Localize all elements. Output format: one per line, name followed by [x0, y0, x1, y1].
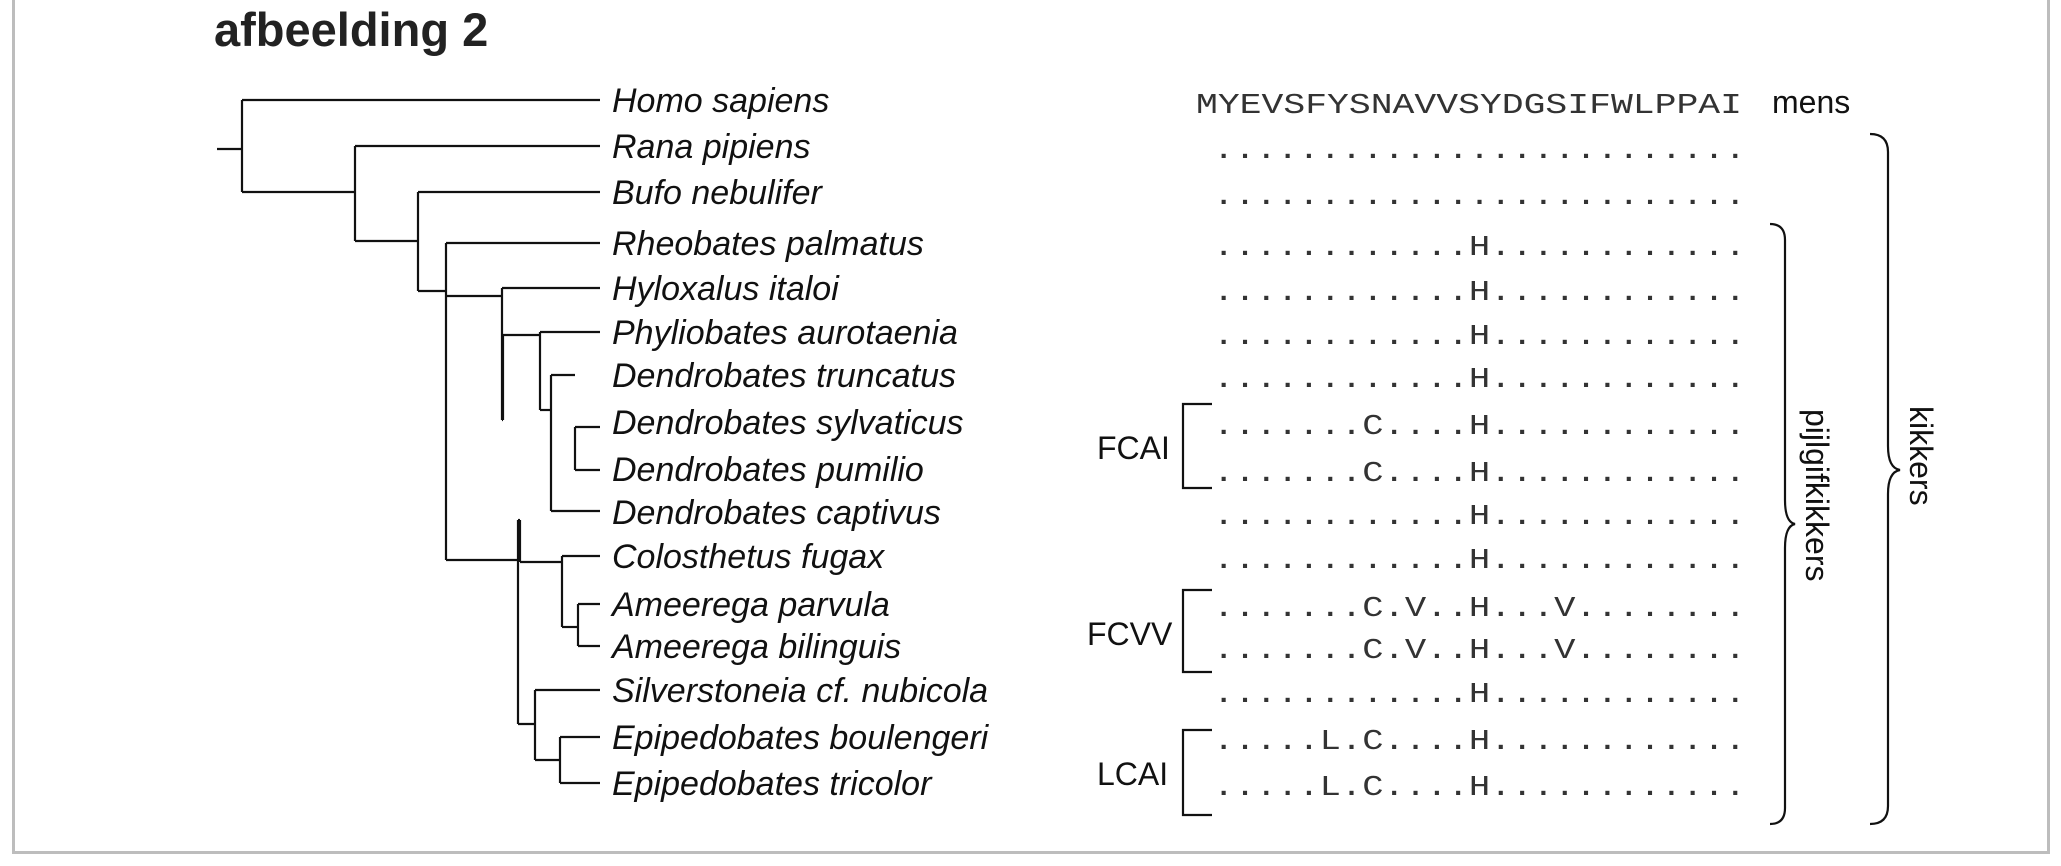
taxon-label: Phyliobates aurotaenia — [612, 314, 958, 352]
taxon-label: Dendrobates pumilio — [612, 451, 924, 489]
alignment-row: .....L.C....H............ — [1213, 771, 1746, 804]
alignment-row: ............H............ — [1213, 678, 1746, 711]
brace-poison-frogs — [1770, 224, 1795, 824]
alignment-row: .......C....H............ — [1213, 410, 1746, 443]
taxon-label: Rana pipiens — [612, 128, 811, 166]
figure-title: afbeelding 2 — [214, 3, 489, 56]
group-label-fcai: FCAI — [1097, 430, 1170, 466]
taxon-label: Homo sapiens — [612, 82, 830, 120]
poison-frogs-label: pijlgifkikkers — [1799, 409, 1835, 582]
alignment-row: ......................... — [1213, 180, 1746, 213]
group-label-fcvv: FCVV — [1087, 616, 1173, 652]
reference-label: mens — [1772, 84, 1851, 120]
taxon-label: Rheobates palmatus — [612, 225, 924, 263]
alignment-row: .....L.C....H............ — [1213, 725, 1746, 758]
group-label-lcai: LCAI — [1097, 756, 1169, 792]
alignment-row: ............H............ — [1213, 500, 1746, 533]
alignment-row: .......C....H............ — [1213, 457, 1746, 490]
alignment-row: ......................... — [1213, 134, 1746, 167]
taxon-label: Epipedobates boulengeri — [612, 719, 989, 757]
taxon-label: Ameerega bilinguis — [612, 628, 902, 666]
taxon-label: Colosthetus fugax — [612, 538, 885, 576]
alignment-row: ............H............ — [1213, 363, 1746, 396]
alignment-row: ............H............ — [1213, 544, 1746, 577]
taxon-label: Silverstoneia cf. nubicola — [612, 672, 989, 710]
taxon-label: Dendrobates truncatus — [612, 357, 956, 395]
taxon-labels — [610, 82, 990, 803]
group-brackets — [1087, 404, 1212, 815]
taxon-label: Ameerega parvula — [612, 586, 890, 624]
alignment-rows — [1213, 134, 1746, 804]
alignment-row: ............H............ — [1213, 276, 1746, 309]
alignment-row: ............H............ — [1213, 231, 1746, 264]
taxon-label: Dendrobates captivus — [612, 494, 941, 532]
bracket-fcvv — [1183, 590, 1212, 672]
brace-frogs — [1870, 134, 1900, 824]
taxon-label: Hyloxalus italoi — [612, 270, 839, 308]
alignment-row: .......C.V..H...V........ — [1213, 634, 1746, 667]
phylogenetic-tree — [217, 100, 600, 783]
taxon-label: Dendrobates sylvaticus — [612, 404, 964, 442]
alignment-row: ............H............ — [1213, 320, 1746, 353]
taxon-label: Bufo nebulifer — [612, 174, 822, 212]
frogs-label: kikkers — [1903, 406, 1939, 506]
alignment-row: .......C.V..H...V........ — [1213, 592, 1746, 625]
bracket-lcai — [1183, 730, 1212, 815]
reference-sequence: MYEVSFYSNAVVSYDGSIFWLPPAI — [1196, 89, 1742, 122]
bracket-fcai — [1183, 404, 1212, 488]
taxon-label: Epipedobates tricolor — [612, 765, 932, 803]
